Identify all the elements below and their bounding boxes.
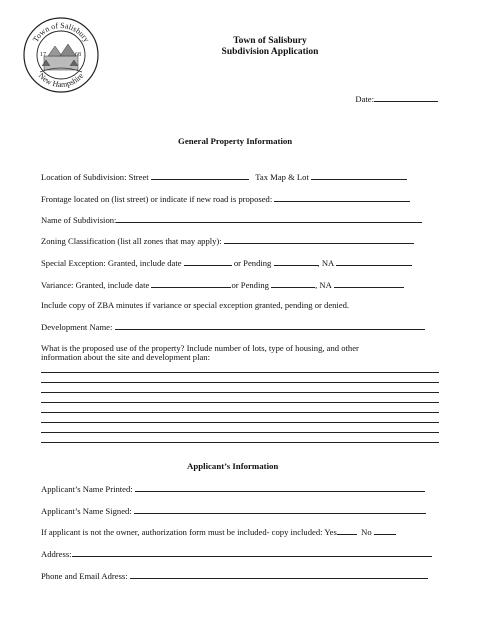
name-printed-label: Applicant’s Name Printed: [41,484,133,494]
answer-line[interactable] [41,382,439,383]
tax-map-label: Tax Map & Lot [255,172,309,182]
town-seal-logo [22,16,100,94]
tax-map-field[interactable] [311,171,407,180]
svg-text:Town of Salisbury: Town of Salisbury [30,20,92,44]
variance-date-field[interactable] [151,279,231,288]
special-exception-pending-label: or Pending [233,258,272,268]
special-exception-pending-field[interactable] [274,257,318,266]
variance-pending-label: or Pending [231,280,269,290]
answer-line[interactable] [41,432,439,433]
town-title: Town of Salisbury [233,36,307,46]
development-name-label: Development Name: [41,322,113,332]
variance-na-field[interactable] [334,279,404,288]
proposed-use-question-1: What is the proposed use of the property? Include number of lots, type of housing, and other [41,343,359,353]
form-title: Subdivision Application [221,47,319,57]
variance-label: Variance: Granted, include date [41,280,150,290]
special-exception-row [41,257,412,268]
svg-text:17: 17 [40,52,46,58]
name-printed-row [41,483,425,494]
proposed-use-question-2: information about the site and development plan: [41,352,210,362]
street-field[interactable] [151,171,249,180]
subdivision-name-label: Name of Subdivision: [41,215,117,225]
answer-line[interactable] [41,442,439,443]
zba-note: Include copy of ZBA minutes if variance or special exception granted, pending or denied. [41,300,350,310]
owner-authorization-row [41,526,396,537]
svg-text:New Hampshire: New Hampshire [36,71,86,90]
yes-field[interactable] [337,526,357,535]
applicant-heading: Applicant’s Information [187,461,279,471]
name-printed-field[interactable] [135,483,425,492]
answer-line[interactable] [41,372,439,373]
answer-line[interactable] [41,412,439,413]
variance-pending-field[interactable] [271,279,315,288]
address-row [41,548,432,559]
frontage-row [41,193,410,204]
answer-line[interactable] [41,392,439,393]
special-exception-date-field[interactable] [184,257,232,266]
date-field[interactable] [374,93,438,102]
frontage-label: Frontage located on (list street) or indicate if new road is proposed: [41,194,273,204]
phone-email-row [41,570,428,581]
answer-line[interactable] [41,402,439,403]
svg-text:68: 68 [75,52,81,58]
location-label: Location of Subdivision: Street [41,172,149,182]
special-exception-label: Special Exception: Granted, include date [41,258,182,268]
frontage-field[interactable] [274,193,410,202]
no-field[interactable] [374,526,396,535]
development-name-row [41,321,425,332]
address-field[interactable] [72,548,432,557]
phone-email-field[interactable] [130,570,428,579]
location-row [41,171,407,182]
development-name-field[interactable] [115,321,425,330]
zoning-field[interactable] [224,235,414,244]
address-label: Address: [41,549,72,559]
subdivision-name-row [41,214,422,225]
special-exception-na-label: , NA [317,258,334,268]
no-label: No [361,527,372,537]
date-label: Date: [355,94,374,104]
date-row [355,93,438,104]
name-signed-field[interactable] [134,505,426,514]
variance-row [41,279,404,290]
variance-na-label: , NA [315,280,332,290]
zoning-row [41,235,414,246]
name-signed-label: Applicant’s Name Signed: [41,506,132,516]
special-exception-na-field[interactable] [336,257,412,266]
phone-email-label: Phone and Email Adress: [41,571,128,581]
answer-line[interactable] [41,422,439,423]
zoning-label: Zoning Classification (list all zones that may apply): [41,236,222,246]
general-heading: General Property Information [178,136,293,146]
owner-authorization-label: If applicant is not the owner, authorization form must be included- copy included: Yes [41,527,337,537]
name-signed-row [41,505,426,516]
subdivision-name-field[interactable] [116,214,422,223]
